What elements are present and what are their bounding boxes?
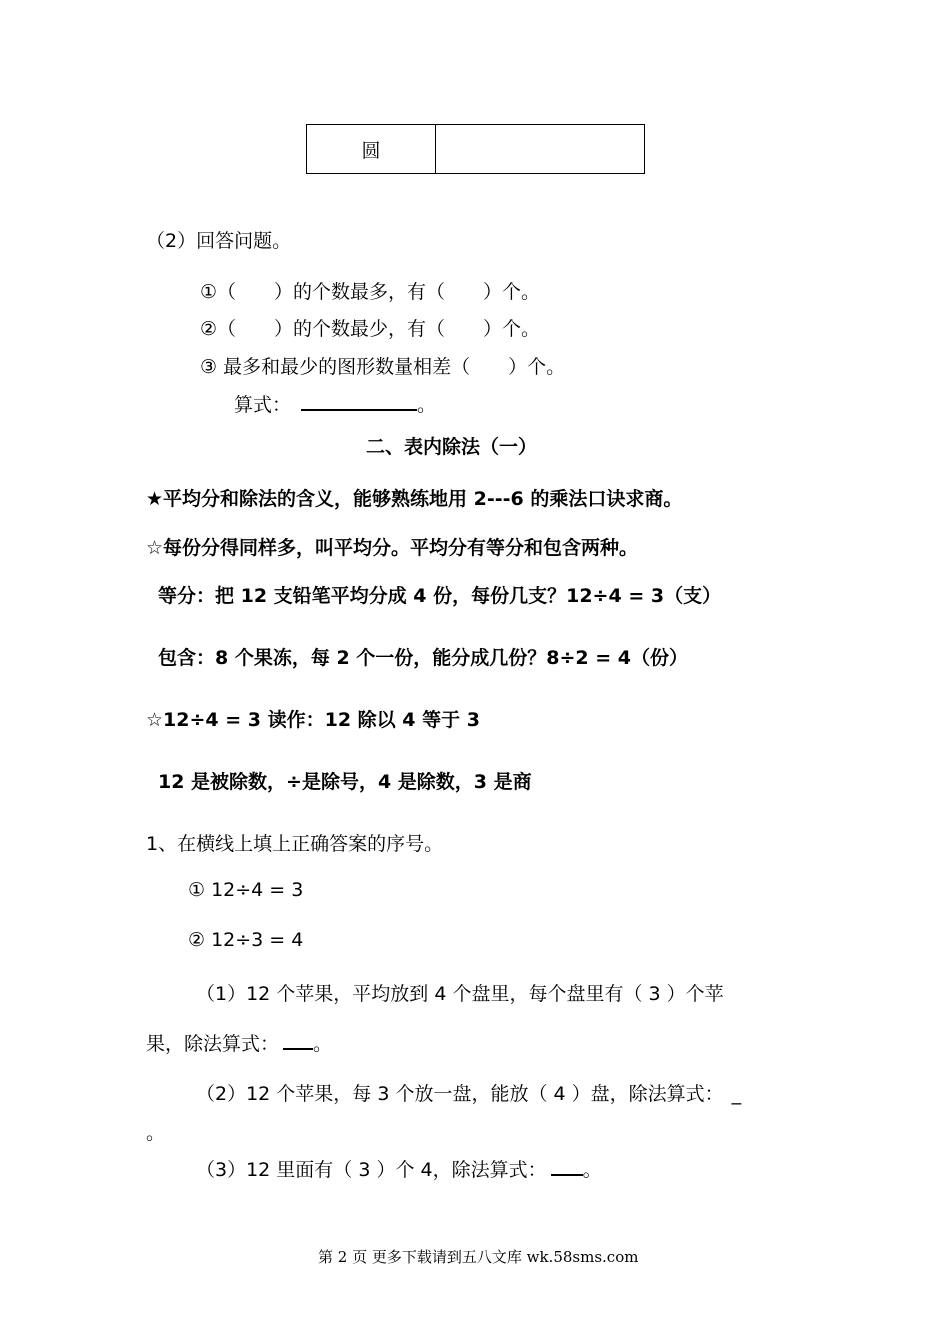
formula-end: 。 [417, 394, 437, 416]
problem2-end: 。 [146, 1122, 166, 1144]
q2-heading: （2）回答问题。 [146, 230, 292, 252]
problem1-label: 果，除法算式： [146, 1033, 280, 1055]
q2-item-3: ③ 最多和最少的图形数量相差（ ）个。 [200, 356, 566, 378]
problem3-end: 。 [582, 1159, 602, 1181]
exercise1-option-2: ② 12÷3 = 4 [188, 929, 304, 951]
page-footer: 第 2 页 更多下载请到五八文库 wk.58sms.com [318, 1248, 639, 1266]
reading-rule: ☆12÷4 = 3 读作：12 除以 4 等于 3 [146, 709, 480, 731]
division-terms: 12 是被除数，÷是除号，4 是除数，3 是商 [158, 771, 532, 793]
shape-count-table [306, 124, 645, 174]
problem3-line [196, 1155, 602, 1182]
exercise1-heading: 1、在横线上填上正确答案的序号。 [146, 833, 444, 855]
section-goal: ★平均分和除法的含义，能够熟练地用 2---6 的乘法口诀求商。 [146, 488, 683, 510]
problem2-line1 [196, 1079, 741, 1106]
problem1-end: 。 [313, 1033, 333, 1055]
formula-blank[interactable] [301, 391, 417, 411]
problem3-blank[interactable] [551, 1156, 583, 1176]
grouping-example: 包含：8 个果冻，每 2 个一份，能分成几份？8÷2 = 4（份） [158, 647, 689, 669]
problem1-blank[interactable] [283, 1030, 313, 1050]
table-row [307, 125, 645, 174]
section-definition: ☆每份分得同样多，叫平均分。平均分有等分和包含两种。 [146, 537, 639, 559]
table-cell-shape: 圆 [307, 125, 436, 174]
problem2-blank[interactable]: _ [731, 1083, 742, 1105]
formula-label: 算式： [234, 394, 292, 416]
problem2-label: （2）12 个苹果，每 3 个放一盘，能放（ 4 ）盘，除法算式： [196, 1083, 724, 1105]
q2-item-2: ②（ ）的个数最少，有（ ）个。 [200, 318, 541, 340]
q2-item-1: ①（ ）的个数最多，有（ ）个。 [200, 281, 541, 303]
equal-share-example: 等分：把 12 支铅笔平均分成 4 份，每份几支？12÷4 = 3（支） [158, 585, 722, 607]
problem1-line2 [146, 1029, 332, 1056]
problem3-label: （3）12 里面有（ 3 ）个 4，除法算式： [196, 1159, 547, 1181]
problem1-line1: （1）12 个苹果，平均放到 4 个盘里，每个盘里有（ 3 ）个苹 [196, 983, 724, 1005]
q2-formula [234, 390, 436, 417]
exercise1-option-1: ① 12÷4 = 3 [188, 879, 304, 901]
section-title: 二、表内除法（一） [366, 436, 538, 458]
table-cell-count [436, 125, 645, 174]
